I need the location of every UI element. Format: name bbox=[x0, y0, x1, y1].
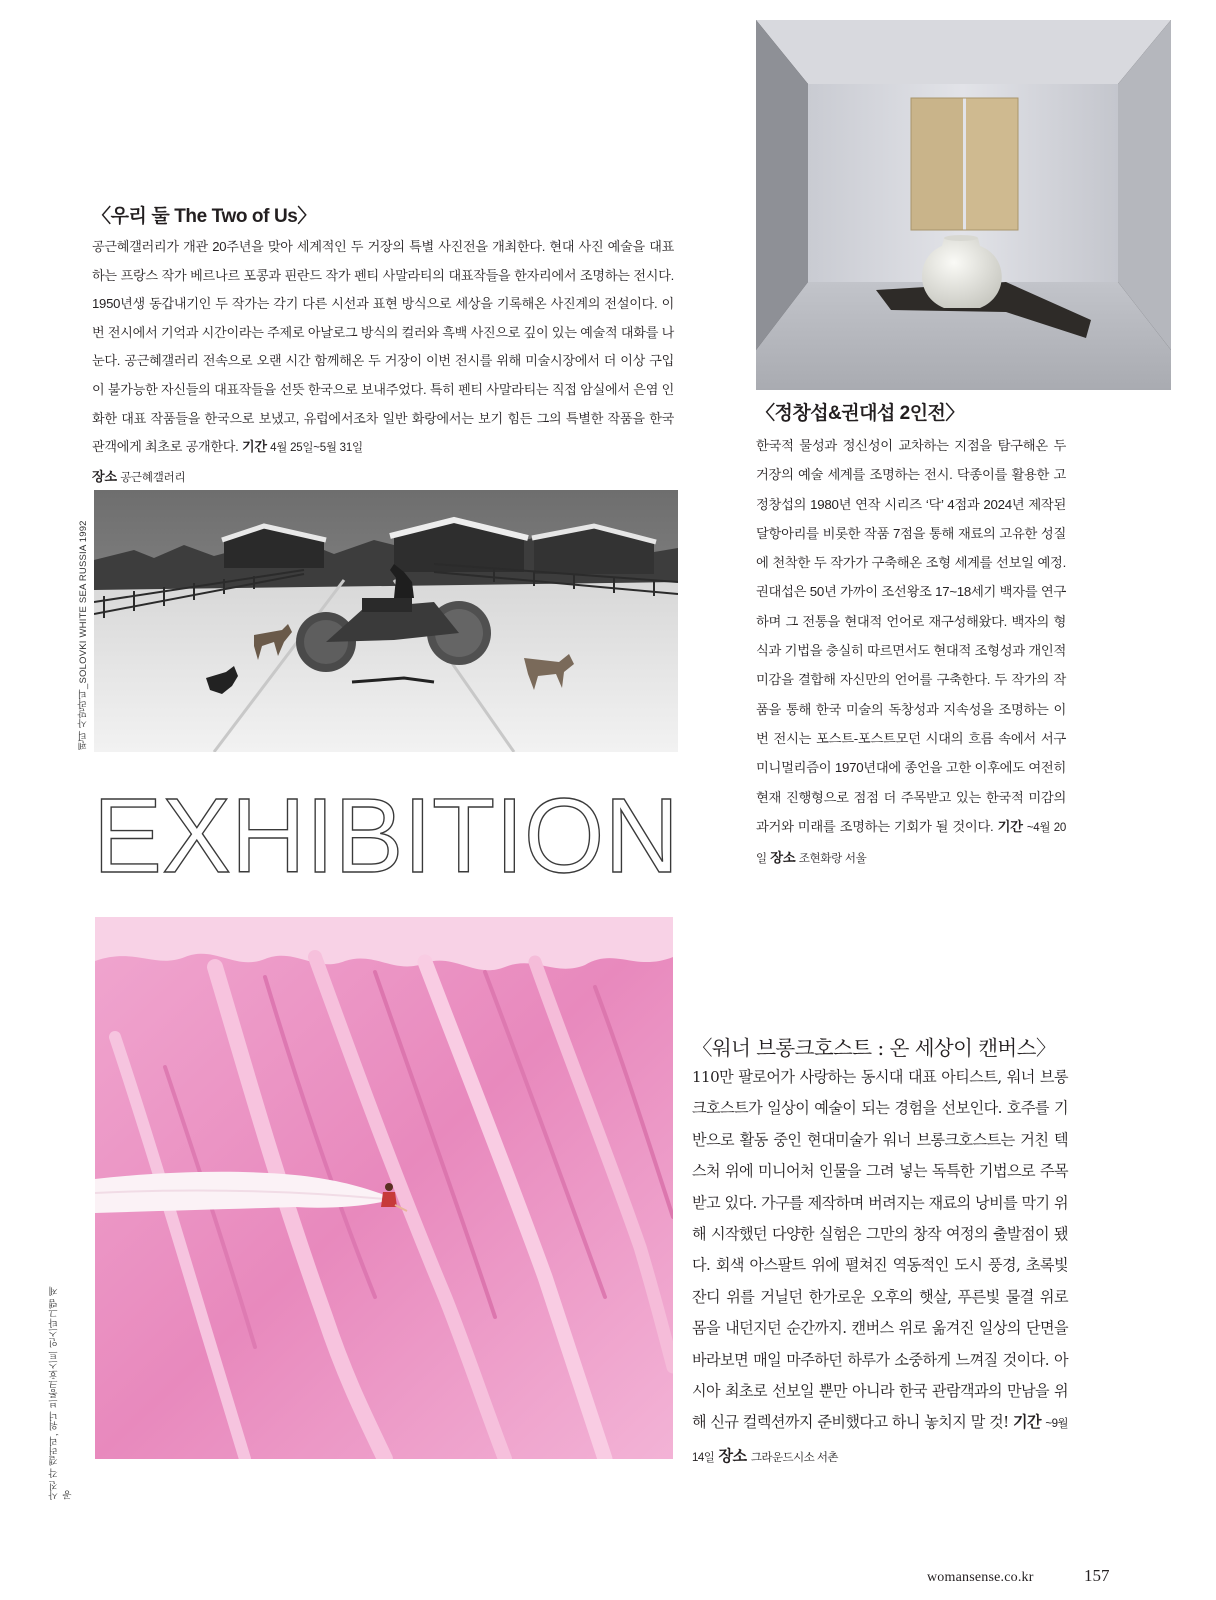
article-body-bronkhorst bbox=[692, 1062, 1068, 1474]
page-number: 157 bbox=[1084, 1566, 1110, 1585]
photo-credit-galleries: 사진 각 갤러리, 워너 브롱크호스트 인스타그램 제공 bbox=[49, 1286, 74, 1500]
venue-label: 장소 bbox=[92, 468, 117, 484]
article-text: 110만 팔로어가 사랑하는 동시대 대표 아티스트, 워너 브롱크호스트가 일상이 예술이 되는 경험을 선보인다. 호주를 기반으로 활동 중인 현대미술가 워너 브롱크호스트는 거친 텍스처 위에 미니어처 인물을 그려 넣는 독특한 기법으로 주목받고 있다. 가구를 제작하며 버려지는 재료의 낭비를 막기 위해 시작했던 다양한 실험은 그만의 창작 여정의 출발점이 됐다. 회색 아스팔트 위에 펼쳐진 역동적인 도시 풍경, 초록빛 잔디 위를 거닐던 한가로운 오후의 햇살, 푸른빛 물결 위로 몸을 내던지던 순간까지. 캔버스 위로 옮겨진 일상의 단면을 바라보면 매일 마주하던 하루가 소중하게 느껴질 것이다. 아시아 최초로 선보일 뿐만 아니라 한국 관람객과의 만남을 위해 신규 컬렉션까지 준비했다고 하니 놓치지 말 것! bbox=[692, 1068, 1068, 1432]
venue-label: 장소 bbox=[770, 850, 796, 866]
venue-value: 조현화랑 서울 bbox=[798, 853, 867, 866]
venue-label: 장소 bbox=[718, 1447, 747, 1465]
section-title-exhibition bbox=[89, 790, 683, 880]
photo-snow-motorcycle bbox=[94, 490, 678, 752]
period-label: 기간 bbox=[997, 818, 1023, 834]
footer-site-url: womansense.co.kr bbox=[927, 1570, 1034, 1585]
photo-credit-samalaty: 펜티 사말라티_SOLOVKI WHITE SEA RUSSIA 1992 bbox=[78, 520, 89, 750]
article-body-jung-kwon bbox=[756, 431, 1066, 874]
venue-value: 그라운드시소 서촌 bbox=[750, 1451, 838, 1464]
article-title-bronkhorst: 〈워너 브롱크호스트 : 온 세상이 캔버스〉 bbox=[692, 1036, 1056, 1060]
period-value: ~4월 20일 bbox=[756, 821, 1066, 866]
period-value: 4월 25일~5월 31일 bbox=[270, 442, 363, 455]
article-title-two-of-us: 〈우리 둘 The Two of Us〉 bbox=[92, 206, 317, 227]
period-value: ~9월 14일 bbox=[692, 1418, 1068, 1464]
exhibition-outline-text: EXHIBITION bbox=[93, 790, 679, 880]
period-label: 기간 bbox=[241, 439, 267, 455]
period-label: 기간 bbox=[1013, 1414, 1042, 1432]
article-text: 공근혜갤러리가 개관 20주년을 맞아 세계적인 두 거장의 특별 사진전을 개최한다. 현대 사진 예술을 대표하는 프랑스 작가 베르나르 포콩과 핀란드 작가 펜티 사말라티의 대표작들을 한자리에서 조명하는 전시다. 1950년생 동갑내기인 두 작가는 각기 다른 시선과 표현 방식으로 세상을 기록해온 사진계의 전설이다. 이번 전시에서 기억과 시간이라는 주제로 아날로그 방식의 컬러와 흑백 사진으로 깊이 있는 예술적 대화를 나눈다. 공근혜갤러리 전속으로 오랜 시간 함께해온 두 거장이 이번 전시를 위해 미술시장에서 더 이상 구입이 불가능한 자신들의 대표작들을 선뜻 한국으로 보내주었다. 특히 펜티 사말라티는 직접 암실에서 은염 인화한 대표 작품들을 한국으로 보냈고, 유럽에서조차 일반 화랑에서는 보기 힘든 그의 특별한 작품을 한국 관객에게 최초로 공개한다. bbox=[92, 239, 674, 455]
article-body-two-of-us bbox=[92, 233, 674, 492]
article-text: 한국적 물성과 정신성이 교차하는 지점을 탐구해온 두 거장의 예술 세계를 조명하는 전시. 닥종이를 활용한 고 정창섭의 1980년 연작 시리즈 ‘닥’ 4점과 2024년 제작된 달항아리를 비롯한 작품 7점을 통해 재료의 고유한 성질에 천착한 두 작가가 구축해온 조형 세계를 선보일 예정. 권대섭은 50년 가까이 조선왕조 17~18세기 백자를 연구하며 그 전통을 현대적 언어로 재구성해왔다. 백자의 형식과 기법을 충실히 따르면서도 현대적 조형성과 개인적 미감을 결합해 자신만의 언어를 구축한다. 두 작가의 작품을 통해 한국 미술의 독창성과 지속성을 조명하는 이번 전시는 포스트-포스트모던 시대의 흐름 속에서 서구 미니멀리즘이 1970년대에 종언을 고한 이후에도 여전히 현재 진행형으로 점점 더 주목받고 있는 한국적 미감의 과거와 미래를 조명하는 기회가 될 것이다. bbox=[756, 438, 1066, 834]
photo-pink-canvas bbox=[95, 917, 673, 1459]
photo-gallery-moon-jar bbox=[756, 20, 1171, 390]
venue-value: 공근혜갤러리 bbox=[120, 471, 186, 484]
article-title-jung-kwon: 〈정창섭&권대섭 2인전〉 bbox=[756, 403, 964, 424]
